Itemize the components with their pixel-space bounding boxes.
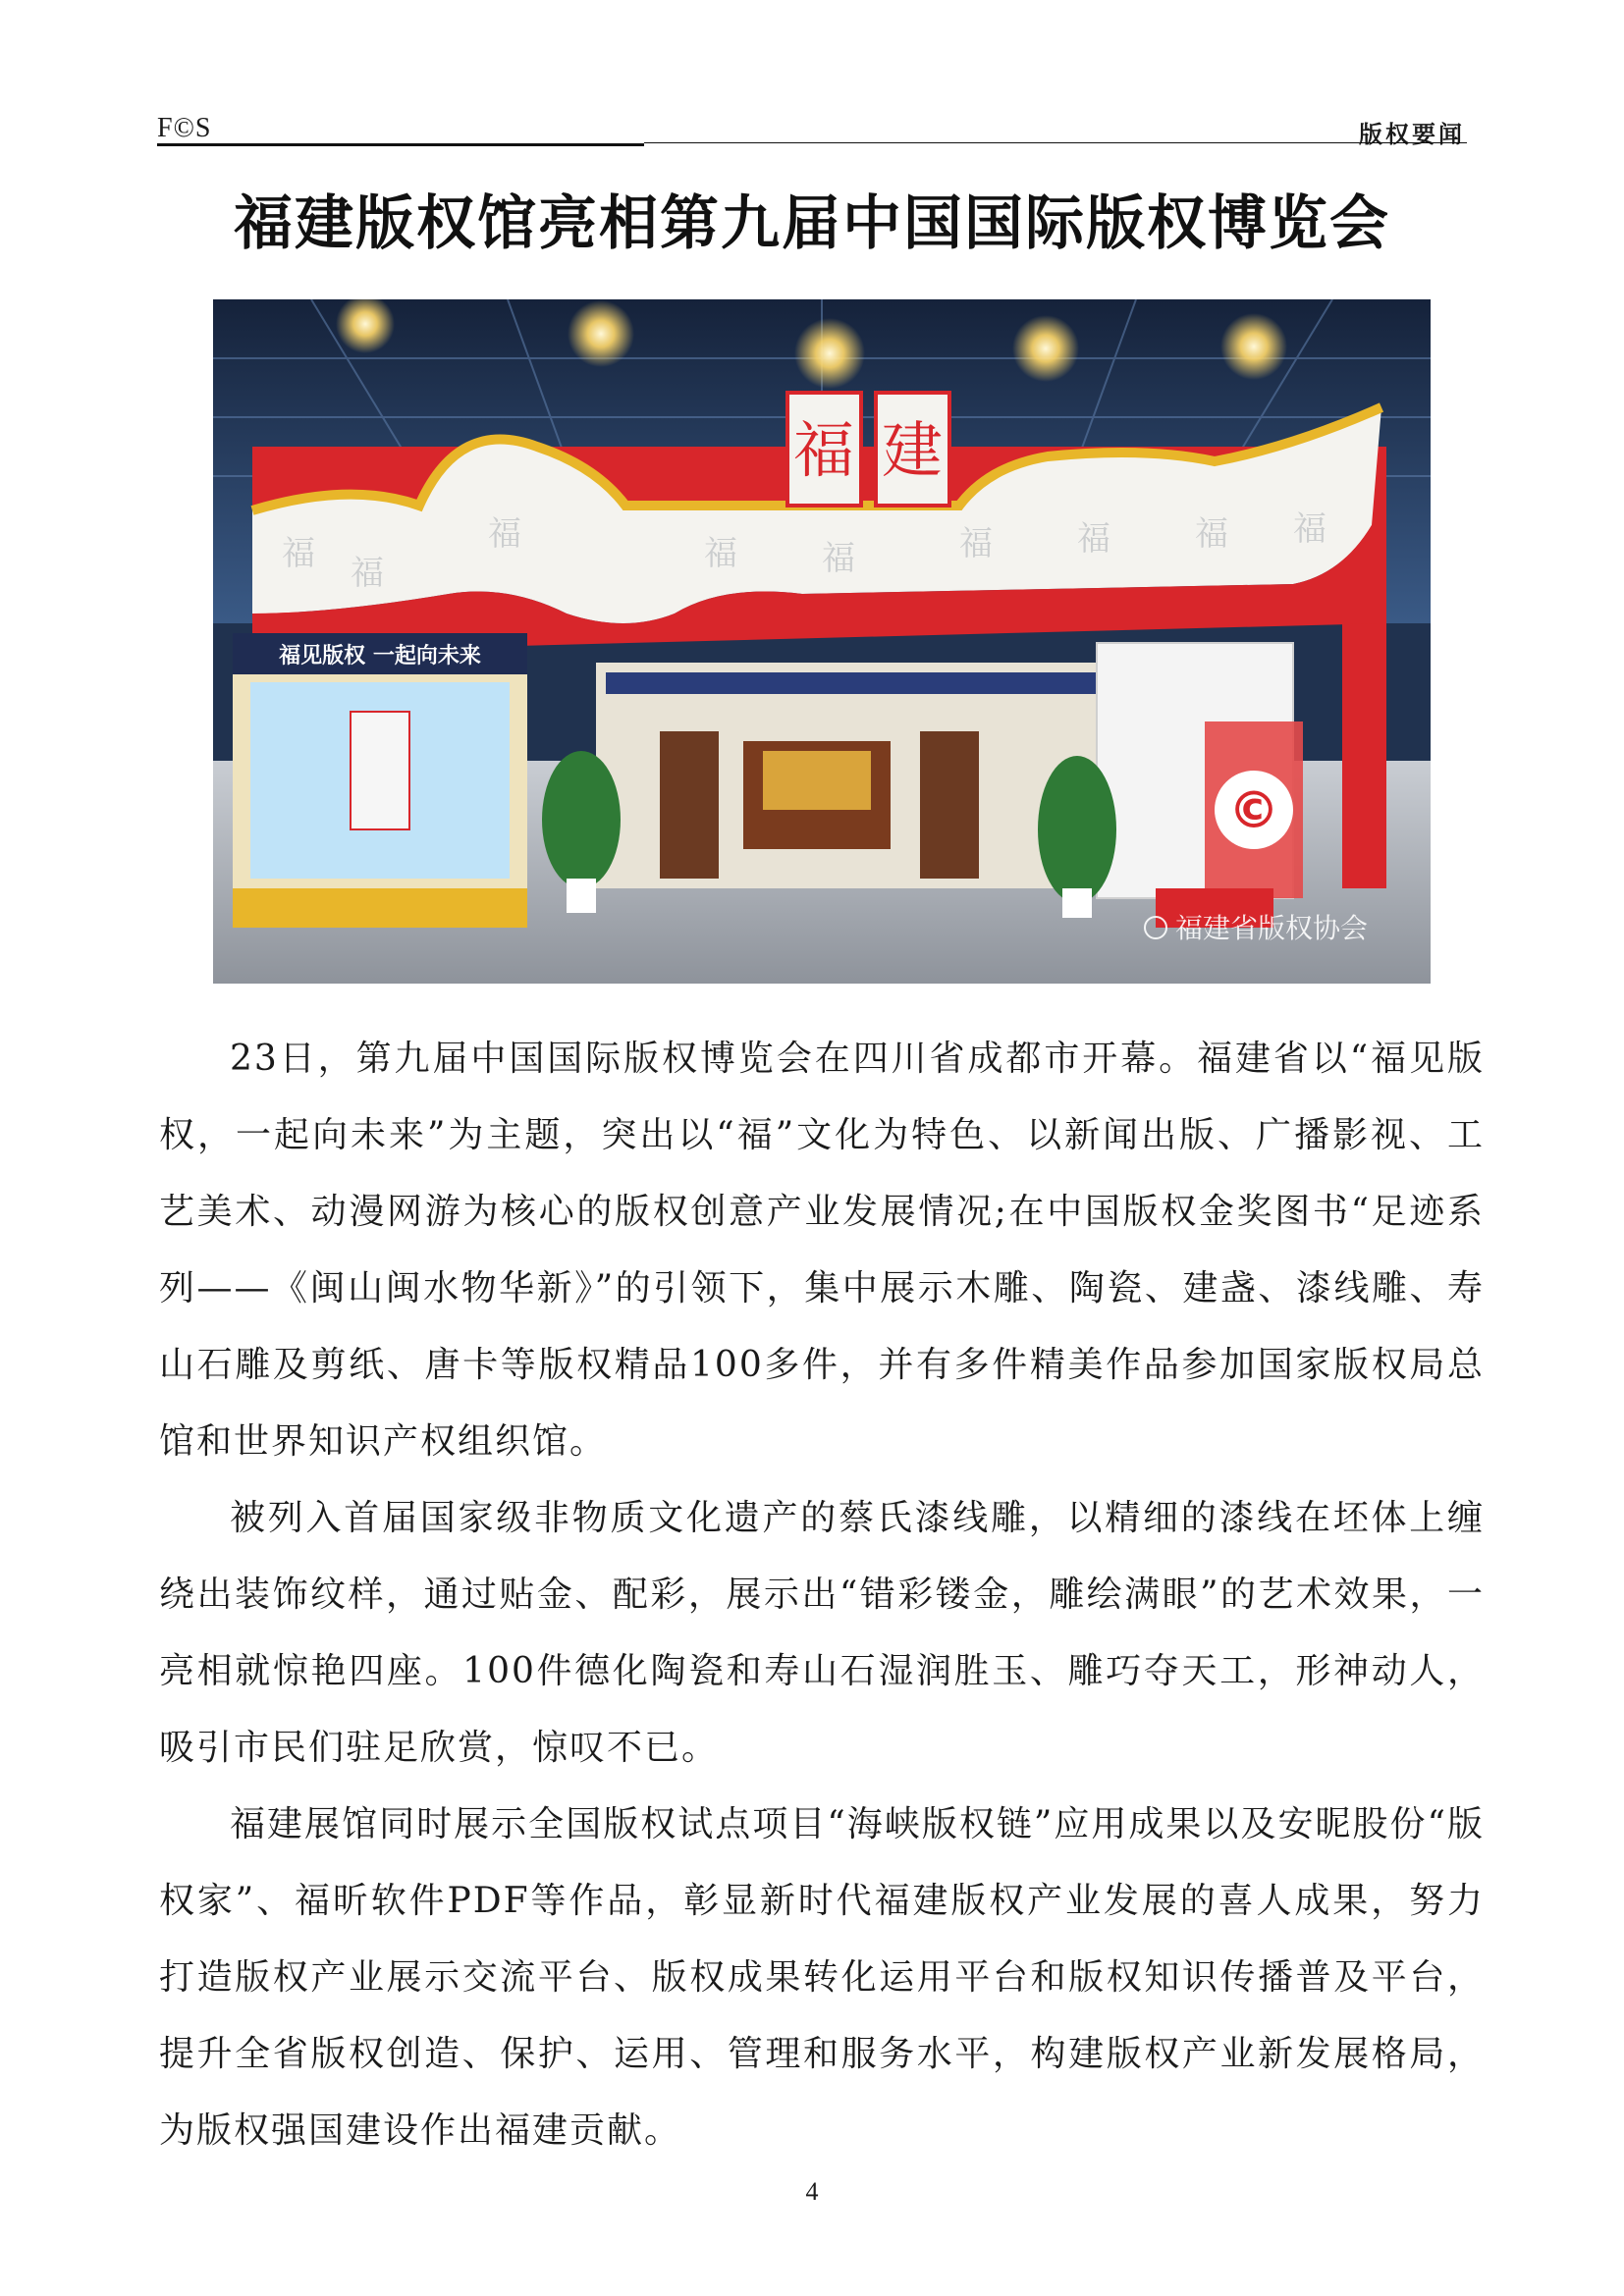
header-section-title: 版权要闻: [1359, 120, 1465, 148]
exhibition-hall-illustration: [213, 299, 1431, 984]
watermark-text: 福建省版权协会: [1175, 912, 1369, 944]
header-logo: F©S: [157, 113, 212, 143]
right-copyright-sculpture: [1097, 643, 1303, 928]
shelf-right: [920, 731, 979, 879]
shelf-left: [660, 731, 719, 879]
svg-text:福: 福: [959, 524, 993, 563]
svg-text:福: 福: [351, 554, 384, 593]
paragraph-3: 福建展馆同时展示全国版权试点项目“海峡版权链”应用成果以及安昵股份“版权家”、福昕软件PDF等作品，彰显新时代福建版权产业发展的喜人成果，努力打造版权产业展示交流平台、版权成果转化运用平台和版权知识传播普及平台，提升全省版权创造、保护、运用、管理和服务水平，构建版权产业新发展格局，为版权强国建设作出福建贡献。: [159, 1804, 1485, 2151]
photo-watermark: [1145, 912, 1368, 944]
arch-sign-fu: 福: [792, 414, 855, 486]
article-body: [159, 1021, 1485, 2169]
svg-text:福: 福: [1195, 514, 1228, 554]
paragraph-1: 23日，第九届中国国际版权博览会在四川省成都市开幕。福建省以“福见版权，一起向未来”为主题，突出以“福”文化为特色、以新闻出版、广播影视、工艺美术、动漫网游为核心的版权创意产业发展情况;在中国版权金奖图书“足迹系列——《闽山闽水物华新》”的引领下，集中展示木雕、陶瓷、建盏、漆线雕、寿山石雕及剪纸、唐卡等版权精品100多件，并有多件精美作品参加国家版权局总馆和世界知识产权组织馆。: [159, 1039, 1485, 1462]
svg-text:福: 福: [282, 534, 315, 573]
arch-sign-jian: 建: [881, 414, 944, 486]
carved-panel: [763, 751, 871, 810]
page-header: [0, 0, 1624, 157]
svg-text:福: 福: [488, 514, 521, 554]
svg-text:福: 福: [1293, 509, 1326, 549]
svg-text:©: ©: [1228, 781, 1279, 840]
article-title: 福建版权馆亮相第九届中国国际版权博览会: [234, 189, 1390, 258]
svg-text:福: 福: [822, 539, 855, 578]
board-slogan: 福见版权 一起向未来: [279, 644, 481, 668]
header-rule-thin: [644, 142, 1467, 143]
svg-text:福: 福: [1077, 519, 1110, 559]
article-photo: [213, 299, 1431, 984]
header-rule-thick: [157, 143, 644, 146]
booth-banner: [606, 672, 1097, 694]
paragraph-2: 被列入首届国家级非物质文化遗产的蔡氏漆线雕，以精细的漆线在坯体上缠绕出装饰纹样，通过贴金、配彩，展示出“错彩镂金，雕绘满眼”的艺术效果，一亮相就惊艳四座。100件德化陶瓷和寿山石湿润胜玉、雕巧夺天工，形神动人，吸引市民们驻足欣赏，惊叹不已。: [159, 1498, 1485, 1768]
page-number: 4: [805, 2177, 819, 2206]
left-display-board: [233, 633, 527, 928]
svg-text:福: 福: [704, 534, 737, 573]
